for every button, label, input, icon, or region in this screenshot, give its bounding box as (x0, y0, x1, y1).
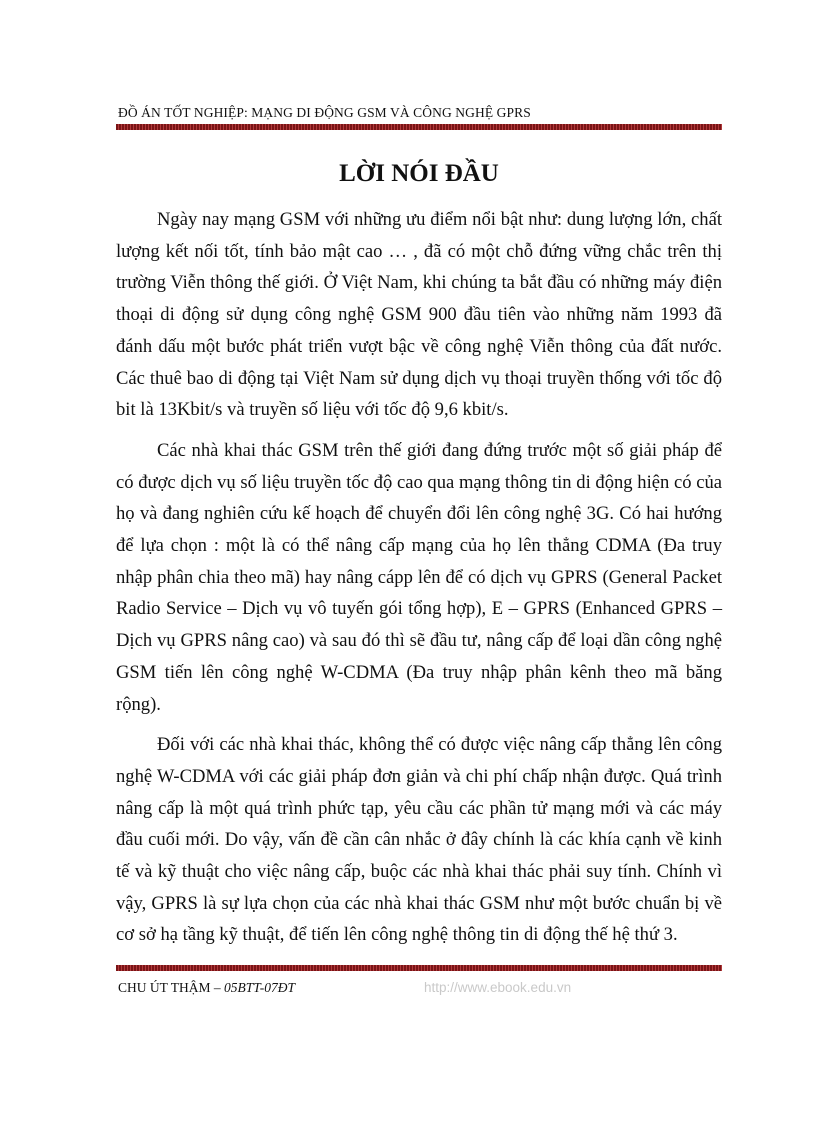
page-title: LỜI NÓI ĐẦU (339, 160, 499, 187)
footer-class-code: 05BTT-07ĐT (224, 980, 296, 995)
page-header: ĐỒ ÁN TỐT NGHIỆP: MẠNG DI ĐỘNG GSM VÀ CÔNG NGHỆ GPRS (118, 105, 531, 120)
footer-url-watermark: http://www.ebook.edu.vn (424, 980, 572, 995)
paragraph: Các nhà khai thác GSM trên thế giới đang đứng trước một số giải pháp để có được dịch vụ số liệu truyền tốc độ cao qua mạng thông tin di động hiện có của họ và đang nghiên cứu kế hoạch để chuyển đổi lên công nghệ 3G. Có hai hướng để lựa chọn : một là có thể nâng cấp mạng của họ lên thẳng CDMA (Đa truy nhập phân chia theo mã) hay nâng cápp lên để có dịch vụ GPRS (General Packet Radio Service – Dịch vụ vô tuyến gói tổng hợp), E – GPRS (Enhanced GPRS – Dịch vụ GPRS nâng cao) và sau đó thì sẽ đầu tư, nâng cấp để loại dần công nghệ GSM tiến lên công nghệ W-CDMA (Đa truy nhập phân kênh theo mã băng rộng). (116, 439, 722, 715)
footer-author (118, 980, 295, 996)
footer-author-name: CHU ÚT THẬM – (118, 980, 225, 995)
paragraph: Ngày nay mạng GSM với những ưu điểm nổi bật như: dung lượng lớn, chất lượng kết nối tốt, tính bảo mật cao … , đã có một chỗ đứng vững chắc trên thị trường Viễn thông thế giới. Ở Việt Nam, khi chúng ta bắt đầu có những máy điện thoại di động sử dụng công nghệ GSM 900 đầu tiên vào những năm 1993 đã đánh dấu một bước phát triển vượt bậc về công nghệ Viễn thông của đất nước. Các thuê bao di động tại Việt Nam sử dụng dịch vụ thoại truyền thống với tốc độ bit là 13Kbit/s và truyền số liệu với tốc độ 9,6 kbit/s. (116, 209, 722, 421)
paragraph: Đối với các nhà khai thác, không thể có được việc nâng cấp thẳng lên công nghệ W-CDMA với các giải pháp đơn giản và chi phí chấp nhận được. Quá trình nâng cấp là một quá trình phức tạp, yêu cầu các phần tử mạng mới và các máy đầu cuối mới. Do vậy, vấn đề cần cân nhắc ở đây chính là các khía cạnh về kinh tế và kỹ thuật cho việc nâng cấp, buộc các nhà khai thác phải suy tính. Chính vì vậy, GPRS là sự lựa chọn của các nhà khai thác GSM như một bước chuẩn bị về cơ sở hạ tầng kỹ thuật, để tiến lên công nghệ thông tin di động thế hệ thứ 3. (116, 734, 722, 946)
document-body (116, 204, 722, 960)
header-divider (116, 124, 722, 130)
footer-divider (116, 965, 722, 971)
